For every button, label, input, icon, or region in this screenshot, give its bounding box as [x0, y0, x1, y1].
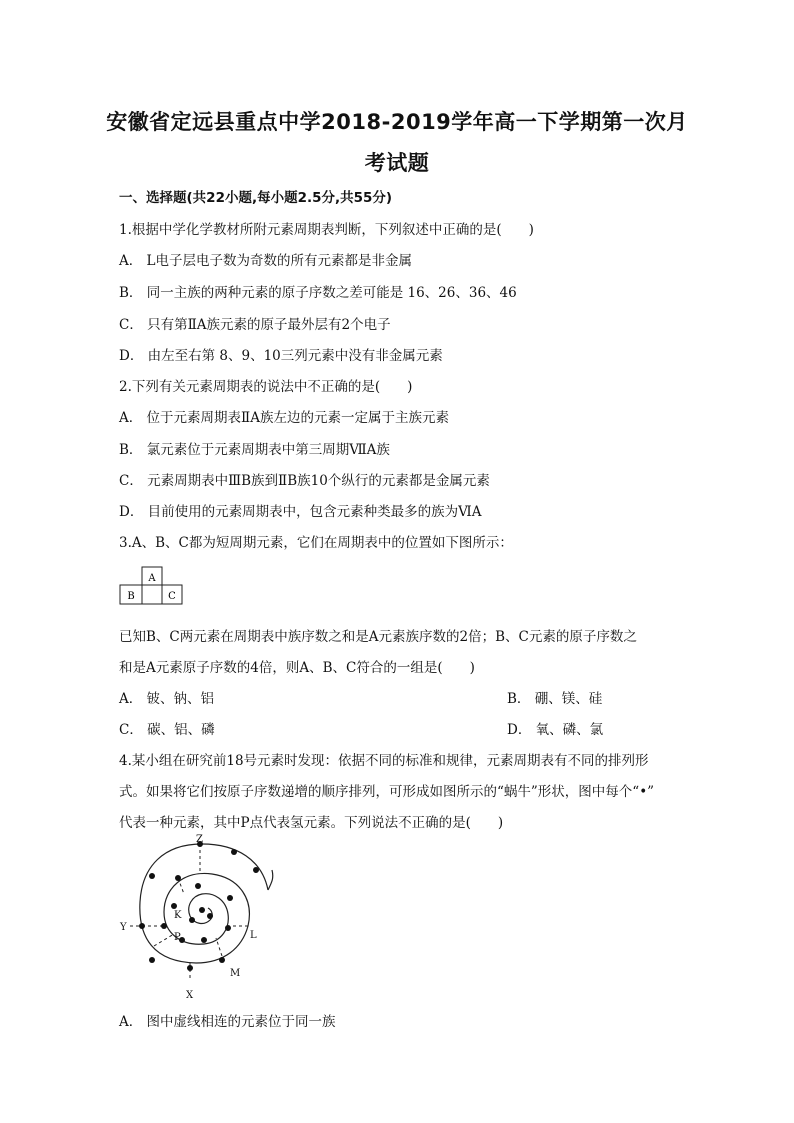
label-x: X [186, 990, 194, 1001]
label-l: L [250, 930, 257, 941]
q2-option-c: C． 元素周期表中ⅢB族到ⅡB族10个纵行的元素都是金属元素 [119, 473, 490, 489]
q1-stem: 1.根据中学化学教材所附元素周期表判断，下列叙述中正确的是( ) [119, 222, 534, 238]
q4-text-line3: 代表一种元素，其中P点代表氢元素。下列说法不正确的是( ) [119, 815, 504, 831]
label-p: P [174, 932, 181, 943]
figure-cell-c: C [168, 591, 176, 602]
label-y: Y [120, 922, 127, 933]
q1-option-c: C． 只有第ⅡA族元素的原子最外层有2个电子 [119, 317, 391, 333]
q3-option-d: D． 氧、磷、氯 [507, 722, 604, 738]
q4-text-line1: 4.某小组在研究前18号元素时发现：依据不同的标准和规律，元素周期表有不同的排列形 [119, 753, 649, 769]
periodic-position-figure [119, 566, 183, 606]
label-m: M [230, 968, 241, 979]
q2-option-d: D． 目前使用的元素周期表中，包含元素种类最多的族为ⅥA [119, 504, 482, 520]
figure-cell-a: A [148, 573, 156, 584]
q2-stem: 2.下列有关元素周期表的说法中不正确的是( ) [119, 379, 413, 395]
q4-text-line2: 式。如果将它们按原子序数递增的顺序排列，可形成如图所示的“蜗牛”形状，图中每个“•” [119, 784, 655, 800]
q2-option-a: A． 位于元素周期表ⅡA族左边的元素一定属于主族元素 [119, 410, 449, 426]
figure-cell-b: B [127, 591, 135, 602]
q3-option-a: A． 铍、钠、铝 [119, 691, 215, 707]
snail-periodic-figure [112, 830, 282, 1005]
q4-option-a: A． 图中虚线相连的元素位于同一族 [119, 1014, 336, 1030]
q3-text-line2: 和是A元素原子序数的4倍，则A、B、C符合的一组是( ) [119, 660, 475, 676]
q2-option-b: B． 氯元素位于元素周期表中第三周期ⅦA族 [119, 442, 390, 458]
q1-option-b: B． 同一主族的两种元素的原子序数之差可能是 16、26、36、46 [119, 285, 517, 301]
exam-title-line1: 安徽省定远县重点中学2018-2019学年高一下学期第一次月 [106, 110, 688, 134]
q3-text-line1: 已知B、C两元素在周期表中族序数之和是A元素族序数的2倍；B、C元素的原子序数之 [119, 629, 637, 645]
q3-option-c: C． 碳、铝、磷 [119, 722, 215, 738]
label-k: K [174, 910, 182, 921]
q3-option-b: B． 硼、镁、硅 [507, 691, 603, 707]
q1-option-d: D． 由左至右第 8、9、10三列元素中没有非金属元素 [119, 348, 443, 364]
label-z: Z [196, 834, 203, 845]
section-heading: 一、选择题(共22小题,每小题2.5分,共55分) [119, 190, 393, 206]
q3-stem: 3.A、B、C都为短周期元素，它们在周期表中的位置如下图所示： [119, 535, 513, 551]
exam-title-line2: 考试题 [364, 151, 430, 175]
q1-option-a: A． L电子层电子数为奇数的所有元素都是非金属 [119, 253, 413, 269]
